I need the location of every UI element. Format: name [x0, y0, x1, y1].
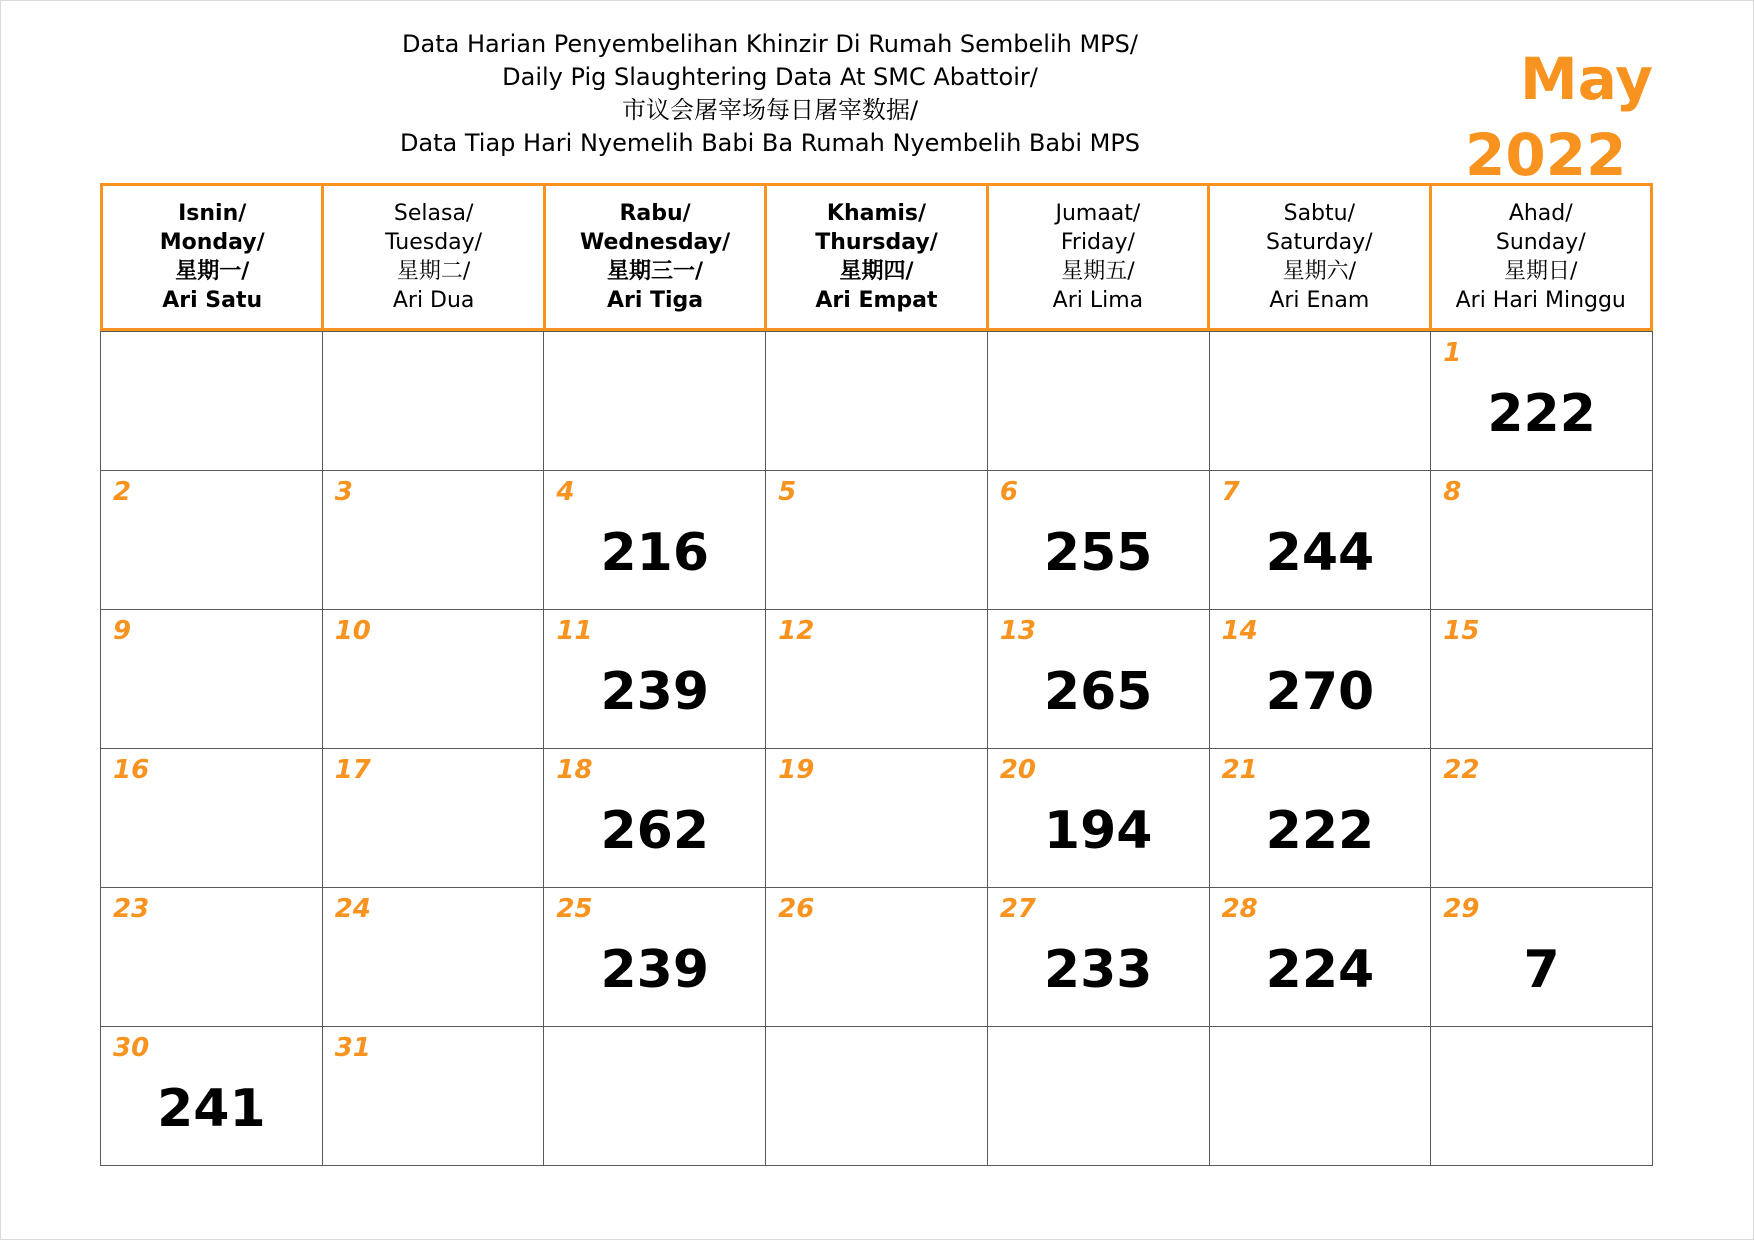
day-cell-19 — [766, 749, 988, 888]
weekday-label-line: Khamis/ — [826, 201, 927, 226]
weekday-label-line: 星期五/ — [1061, 259, 1135, 284]
slaughter-count: 239 — [600, 662, 710, 722]
day-number: 3 — [334, 477, 353, 507]
document-title — [300, 28, 1240, 160]
day-cell-13 — [988, 610, 1210, 749]
day-cell-25 — [544, 888, 766, 1027]
day-cell-29 — [1431, 888, 1653, 1027]
day-number: 11 — [556, 616, 593, 646]
day-cell-empty — [766, 332, 988, 471]
day-cell-22 — [1431, 749, 1653, 888]
day-number: 14 — [1221, 616, 1258, 646]
weekday-label-line: Ari Enam — [1269, 288, 1370, 313]
weekday-header-friday — [989, 186, 1210, 328]
day-number: 2 — [113, 477, 132, 507]
weekday-label-line: Sabtu/ — [1283, 201, 1356, 226]
slaughter-count: 239 — [600, 940, 710, 1000]
weekday-header-row — [100, 183, 1653, 331]
weekday-label-line: Ari Lima — [1052, 288, 1144, 313]
weekday-label-line: Rabu/ — [619, 201, 691, 226]
slaughter-count: 222 — [1487, 384, 1596, 444]
title-line-malay: Data Harian Penyembelihan Khinzir Di Rumah Sembelih MPS/ — [402, 30, 1138, 58]
weekday-label-line: Ari Satu — [162, 288, 263, 313]
day-cell-18 — [544, 749, 766, 888]
day-cell-4 — [544, 471, 766, 610]
slaughter-count: 244 — [1265, 523, 1375, 583]
day-cell-24 — [323, 888, 545, 1027]
weekday-label-line: Ari Hari Minggu — [1455, 288, 1626, 313]
day-cell-23 — [101, 888, 323, 1027]
day-cell-empty — [988, 1027, 1210, 1166]
day-cell-17 — [323, 749, 545, 888]
slaughter-count: 216 — [600, 523, 710, 583]
title-line-chinese: 市议会屠宰场每日屠宰数据/ — [621, 96, 919, 124]
day-cell-empty — [1210, 332, 1432, 471]
day-number: 25 — [556, 894, 593, 924]
weekday-label-line: 星期四/ — [839, 259, 914, 284]
day-number: 13 — [999, 616, 1037, 646]
year-label: 2022 — [1465, 121, 1627, 189]
day-number: 19 — [778, 755, 815, 785]
day-number: 28 — [1221, 894, 1258, 924]
day-number: 27 — [999, 894, 1037, 924]
weekday-label-line: Thursday/ — [815, 230, 938, 255]
month-label: May — [1520, 45, 1653, 113]
day-cell-empty — [766, 1027, 988, 1166]
day-cell-20 — [988, 749, 1210, 888]
title-line-english: Daily Pig Slaughtering Data At SMC Abattoir/ — [502, 63, 1038, 91]
weekday-label-line: Ahad/ — [1508, 201, 1573, 226]
day-number: 31 — [334, 1033, 371, 1063]
calendar-grid — [100, 331, 1653, 1166]
day-cell-1 — [1431, 332, 1653, 471]
slaughter-count: 224 — [1265, 940, 1375, 1000]
weekday-label-line: Jumaat/ — [1055, 201, 1141, 226]
day-cell-empty — [1210, 1027, 1432, 1166]
day-number: 18 — [556, 755, 593, 785]
weekday-label-line: 星期一/ — [175, 259, 250, 284]
day-cell-31 — [323, 1027, 545, 1166]
day-number: 21 — [1221, 755, 1258, 785]
day-cell-11 — [544, 610, 766, 749]
weekday-label-line: Friday/ — [1060, 230, 1135, 255]
day-number: 26 — [778, 894, 815, 924]
day-number: 29 — [1443, 894, 1480, 924]
weekday-label-line: 星期六/ — [1282, 259, 1357, 284]
title-line-iban: Data Tiap Hari Nyemelih Babi Ba Rumah Nyembelih Babi MPS — [399, 129, 1141, 157]
day-cell-14 — [1210, 610, 1432, 749]
slaughter-count: 262 — [600, 801, 710, 861]
weekday-header-thursday — [767, 186, 988, 328]
day-number: 24 — [334, 894, 371, 924]
day-number: 20 — [999, 755, 1037, 785]
weekday-header-monday — [103, 186, 324, 328]
weekday-label-line: 星期三一/ — [607, 259, 704, 284]
day-number: 15 — [1443, 616, 1480, 646]
day-cell-8 — [1431, 471, 1653, 610]
day-number: 23 — [113, 894, 150, 924]
weekday-label-line: Sunday/ — [1495, 230, 1586, 255]
weekday-header-sunday — [1432, 186, 1650, 328]
day-cell-6 — [988, 471, 1210, 610]
weekday-header-saturday — [1210, 186, 1431, 328]
day-cell-21 — [1210, 749, 1432, 888]
day-cell-2 — [101, 471, 323, 610]
day-cell-9 — [101, 610, 323, 749]
weekday-label-line: Saturday/ — [1266, 230, 1373, 255]
day-number: 16 — [113, 755, 150, 785]
day-cell-empty — [1431, 1027, 1653, 1166]
day-number: 5 — [778, 477, 797, 507]
slaughter-count: 241 — [157, 1079, 266, 1139]
weekday-label-line: Wednesday/ — [579, 230, 731, 255]
day-number: 17 — [334, 755, 371, 785]
day-cell-27 — [988, 888, 1210, 1027]
day-cell-30 — [101, 1027, 323, 1166]
weekday-label-line: Isnin/ — [178, 201, 247, 226]
weekday-header-wednesday — [546, 186, 767, 328]
day-number: 6 — [999, 477, 1018, 507]
day-number: 1 — [1443, 338, 1462, 368]
weekday-label-line: Monday/ — [159, 230, 265, 255]
day-number: 30 — [113, 1033, 150, 1063]
day-cell-15 — [1431, 610, 1653, 749]
day-cell-empty — [323, 332, 545, 471]
weekday-label-line: 星期二/ — [396, 259, 471, 284]
day-number: 9 — [113, 616, 132, 646]
day-cell-26 — [766, 888, 988, 1027]
day-number: 8 — [1443, 477, 1462, 507]
day-number: 7 — [1221, 477, 1240, 507]
day-cell-empty — [101, 332, 323, 471]
slaughter-count: 265 — [1043, 662, 1153, 722]
slaughter-count: 7 — [1523, 940, 1560, 1000]
calendar — [100, 183, 1653, 1166]
day-number: 22 — [1443, 755, 1480, 785]
day-number: 12 — [778, 616, 815, 646]
day-cell-empty — [544, 332, 766, 471]
day-number: 4 — [556, 477, 575, 507]
weekday-header-tuesday — [324, 186, 545, 328]
slaughter-count: 233 — [1043, 940, 1153, 1000]
day-cell-12 — [766, 610, 988, 749]
slaughter-count: 222 — [1265, 801, 1375, 861]
day-cell-5 — [766, 471, 988, 610]
slaughter-count: 255 — [1043, 523, 1153, 583]
day-cell-28 — [1210, 888, 1432, 1027]
day-cell-3 — [323, 471, 545, 610]
weekday-label-line: Tuesday/ — [385, 230, 483, 255]
slaughter-count: 270 — [1265, 662, 1375, 722]
day-cell-10 — [323, 610, 545, 749]
day-cell-empty — [544, 1027, 766, 1166]
weekday-label-line: Ari Empat — [815, 288, 938, 313]
weekday-label-line: Ari Dua — [392, 288, 475, 313]
weekday-label-line: Ari Tiga — [606, 288, 704, 313]
day-number: 10 — [334, 616, 371, 646]
weekday-label-line: Selasa/ — [393, 201, 474, 226]
day-cell-7 — [1210, 471, 1432, 610]
day-cell-16 — [101, 749, 323, 888]
day-cell-empty — [988, 332, 1210, 471]
weekday-label-line: 星期日/ — [1504, 259, 1578, 284]
slaughter-count: 194 — [1043, 801, 1153, 861]
